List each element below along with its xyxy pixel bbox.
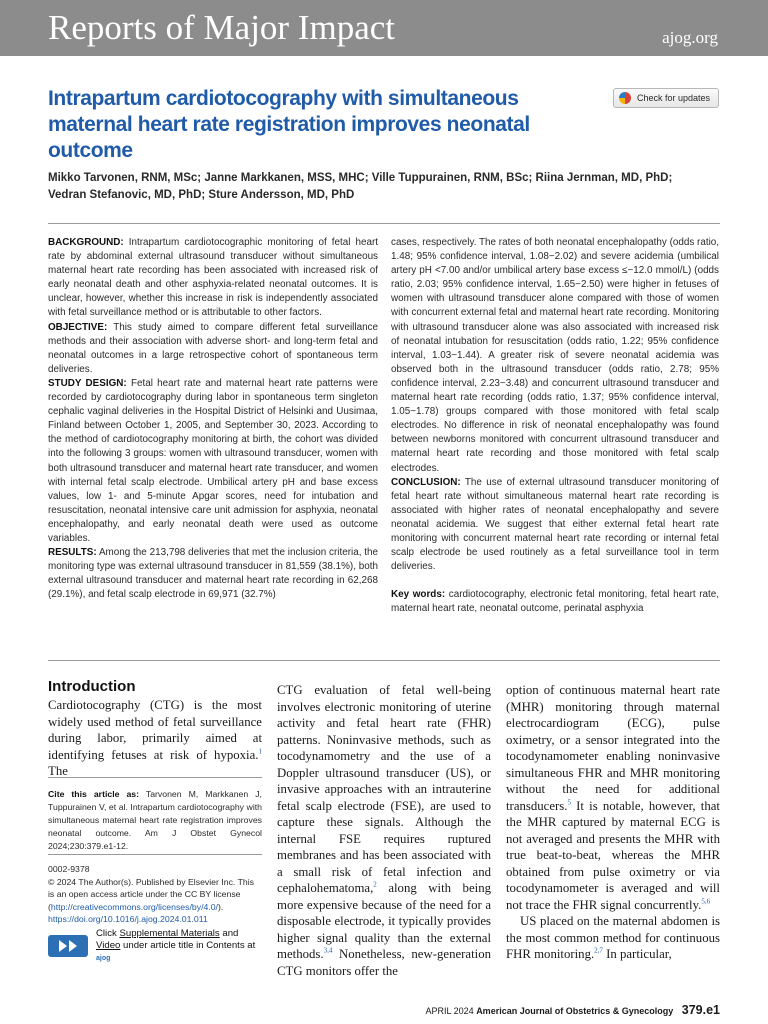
doi-link[interactable]: https://doi.org/10.1016/j.ajog.2024.01.011: [48, 914, 208, 924]
supplemental-materials-link[interactable]: Supplemental Materials: [119, 927, 220, 939]
results-label: RESULTS:: [48, 547, 97, 559]
keywords-text: cardiotocography, electronic fetal monitoring, fetal heart rate, maternal heart rate, neonatal outcome, perinatal asphyxia: [391, 589, 720, 615]
supp-and: and: [219, 927, 239, 939]
check-for-updates-button[interactable]: [613, 88, 719, 108]
introduction-heading: Introduction: [48, 678, 136, 695]
col3-text-d: In particular,: [602, 947, 672, 961]
body-column-2: [277, 682, 491, 979]
author-list: Mikko Tarvonen, RNM, MSc; Janne Markkanen, MSS, MHC; Ville Tuppurainen, RNM, BSc; Riina Jernman, MD, PhD; Vedran Stefanovic, MD, PhD; Sture Andersson, MD, PhD: [48, 172, 673, 201]
col2-text-b: along with being more expensive because of the need for a disposable electrode, it typically provides higher signal quality than the external methods.: [277, 881, 491, 961]
column-3-paragraph-2: [506, 913, 720, 963]
reference-link[interactable]: 2: [373, 880, 377, 889]
col3-text-c: US placed on the maternal abdomen is the most common method for continuous FHR monitoring.: [506, 914, 720, 961]
supplemental-text: [96, 928, 262, 965]
introduction-paragraph: [48, 697, 262, 780]
journal-site-link[interactable]: ajog.org: [662, 28, 718, 47]
study-design-label: STUDY DESIGN:: [48, 377, 127, 389]
keywords-label: Key words:: [391, 589, 446, 601]
copyright-notice: [48, 876, 262, 914]
supplemental-materials-notice: [48, 928, 262, 964]
abstract-right-column: [391, 236, 719, 616]
section-title: Reports of Major Impact: [48, 8, 395, 47]
cite-label: Cite this article as:: [48, 789, 140, 799]
background-label: BACKGROUND:: [48, 237, 124, 248]
reference-link[interactable]: 5,6: [701, 897, 711, 906]
ajog-logo: ajog: [96, 954, 111, 962]
col3-text-a: option of continuous maternal heart rate (MHR) monitoring through maternal electrocardiogram (ECG), pulse oximetry, or a sensor integrated into the tocodynamometer enabling noninvasive simultaneous FHR and MHR monitoring without the need for additional transducers.: [506, 683, 720, 813]
cite-text: Tarvonen M, Markkanen J, Tuppurainen V, et al. Intrapartum cardiotocography with simultaneous maternal heart rate registration improves neonatal outcome. Am J Obstet Gynecol 2024;230:379.e1-12.: [48, 789, 262, 851]
copyright-end: ).: [217, 901, 224, 912]
abstract-study-design: [48, 377, 378, 546]
journal-name: American Journal of Obstetrics & Gynecology: [476, 1006, 674, 1016]
reference-link[interactable]: 2,7: [594, 946, 603, 955]
play-arrow-icon: [59, 940, 67, 952]
results-text: Among the 213,798 deliveries that met the inclusion criteria, the monitoring type was external ultrasound transducer in 81,559 (38.1%), both external ultrasound transducer and maternal heart rate recording in 62,268 (29.1%), and fetal scalp electrode in 69,971 (32.7%): [48, 547, 378, 601]
abstract-results-continued: cases, respectively. The rates of both neonatal encephalopathy (odds ratio, 1.48; 95% confidence interval, 1.08−2.02) and severe acidemia (umbilical artery pH <7.00 and/or umbilical artery base excess ≤−12.0 mmol/L) (odds ratio, 2.03; 95% confidence interval, 1.65−2.50) were higher in fetuses of women with ultrasound transducer alone compared with those of women with concurrent external fetal and maternal heart rate recording. Monitoring with ultrasound transducer alone was also associated with increased risk of neonatal intubation for resuscitation (odds ratio, 1.22; 95% confidence interval, 1.03−1.44). A greater risk of severe neonatal acidemia was observed both in the ultrasound transducer (odds ratio, 2.78; 95% confidence interval, 2.23−3.48) and concurrent ultrasound transducer and maternal heart rate recording (odds ratio, 1.37; 95% confidence interval, 1.05−1.78) groups compared with those monitored with fetal scalp electrodes. No difference in risk of neonatal encephalopathy was found between newborns monitored with concurrent ultrasound transducer and maternal heart rate recording and those monitored with fetal scalp electrodes.: [391, 237, 719, 474]
play-arrow-icon-2: [69, 940, 77, 952]
page-number: 379.e1: [681, 1003, 720, 1017]
conclusion-text: The use of external ultrasound transducer monitoring of fetal heart rate without simultaneous maternal heart rate recording is associated with higher rates of neonatal encephalopathy and severe neonatal acidemia. We suggest that either external fetal heart rate monitoring with concurrent maternal heart rate recording or internal fetal scalp electrode be used routinely as a fetal surveillance tool in term deliveries.: [391, 476, 719, 573]
background-text: Intrapartum cardiotocographic monitoring of fetal heart rate by abdominal external ultrasound transducer without simultaneous maternal heart rate recording has been associated with increased risk of early neonatal death and other asphyxia-related neonatal outcomes. It is unclear, however, whether this increase in risk is independently associated with fetal surveillance method or is attributable to other factors.: [48, 237, 378, 319]
study-design-text: Fetal heart rate and maternal heart rate patterns were recorded by cardiotocography during labor in spontaneous term singleton cephalic vaginal deliveries in the Hospital District of Helsinki and Uusimaa, Finland between October 1, 2005, and September 30, 2023. According to the method of cardiotocography monitoring at birth, the cohort was divided into the following 3 groups: women with ultrasound transducer, women with both ultrasound transducer and maternal heart rate transducer, and women with internal fetal scalp electrode. Umbilical artery pH and base excess values, low 1- and 5-minute Apgar scores, need for intubation and resuscitation, neonatal intensive care unit admission for asphyxia, neonatal encephalopathy, and early neonatal death were used as outcome variables.: [48, 377, 379, 544]
issue-date: APRIL 2024: [425, 1006, 474, 1016]
body-column-1: [48, 678, 262, 780]
intro-text: Cardiotocography (CTG) is the most widely used method of fetal surveillance during labor, primarily aimed at identifying fetuses at risk of hypoxia.: [48, 698, 262, 762]
col2-text-c: Nonetheless, new-generation CTG monitors offer the: [277, 947, 491, 978]
conclusion-label: CONCLUSION:: [391, 476, 461, 488]
license-link[interactable]: http://creativecommons.org/licenses/by/4.0/: [50, 901, 218, 912]
supp-click: Click: [96, 927, 120, 939]
abstract-divider: [48, 223, 720, 224]
supp-rest: under article title in Contents at: [120, 939, 256, 951]
abstract-keywords: [391, 588, 719, 616]
video-link[interactable]: Video: [96, 939, 121, 951]
license-block: [48, 854, 262, 926]
reference-link[interactable]: 5: [567, 798, 571, 807]
col2-text-a: CTG evaluation of fetal well-being involves electronic monitoring of uterine activity and fetal heart rate (FHR) patterns. Noninvasive methods, such as tocodynamometry and the use of a Doppler ultrasound transducer (US), or invasive approaches with an intrauterine fetal scalp electrode (FSE), are used to capture these signals. Although the internal FSE requires ruptured membranes and has been associated with a small risk of fetal infection and cephalohematoma,: [277, 683, 491, 895]
video-icon: [48, 935, 88, 957]
column-2-paragraph: [277, 682, 491, 979]
objective-text: This study aimed to compare different fetal surveillance methods and their association with adverse short- and long-term fetal and neonatal outcomes in a large retrospective cohort of spontaneous term deliveries.: [48, 321, 378, 375]
body-divider: [48, 660, 720, 661]
citation-box: [48, 777, 262, 853]
abstract-background: [48, 236, 378, 321]
abstract-conclusion: [391, 476, 719, 575]
column-3-paragraph-1: [506, 682, 720, 913]
reference-link[interactable]: 3,4: [323, 946, 333, 955]
abstract-left-column: [48, 236, 378, 602]
section-banner: [0, 0, 768, 56]
issn: 0002-9378: [48, 864, 90, 874]
col3-text-b: It is notable, however, that the MHR captured by maternal ECG is not averaged and presents the MHR with true beat-to-beat, whereas the MHR obtained from pulse oximetry or via tocodynamometer is averaged and will not trace the FHR signal concurrently.: [506, 798, 720, 912]
body-column-3: [506, 682, 720, 963]
reference-link[interactable]: 1: [258, 747, 262, 756]
page-footer: [425, 1003, 720, 1017]
article-title: Intrapartum cardiotocography with simultaneous maternal heart rate registration improves neonatal outcome: [48, 87, 530, 162]
intro-text-end: The: [48, 764, 68, 778]
abstract-objective: [48, 321, 378, 377]
copyright-text: © 2024 The Author(s). Published by Elsevier Inc. This is an open access article under the CC BY license (: [48, 876, 254, 912]
abstract-results: [48, 546, 378, 602]
objective-label: OBJECTIVE:: [48, 321, 108, 333]
check-for-updates-label: Check for updates: [637, 93, 711, 103]
crossmark-icon: [619, 92, 631, 104]
